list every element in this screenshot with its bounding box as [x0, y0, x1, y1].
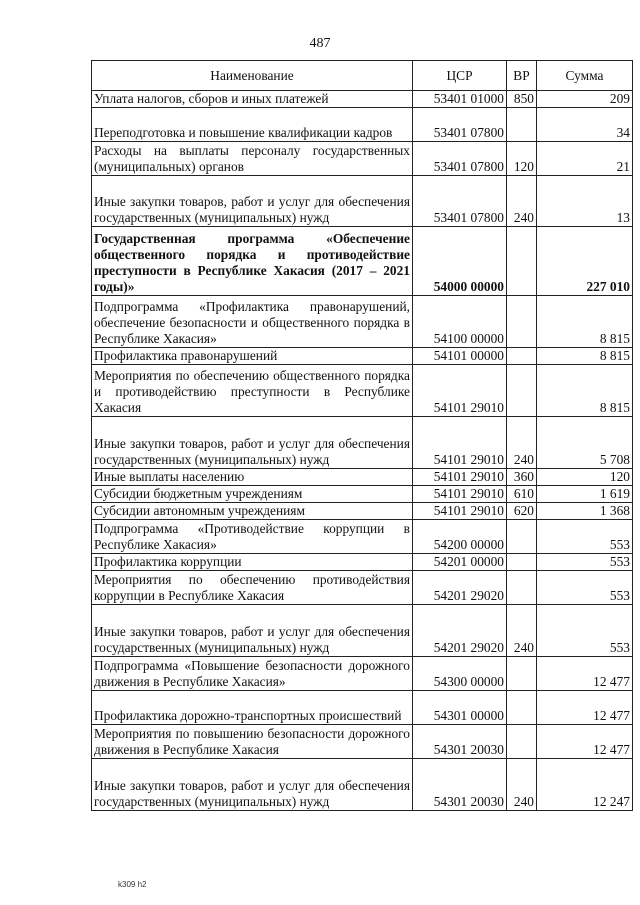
cell-vr: 120 — [507, 142, 537, 176]
cell-name: Иные закупки товаров, работ и услуг для обеспечения государственных (муниципальных) нужд — [92, 605, 413, 657]
table-row — [92, 91, 633, 108]
table-header-row — [92, 61, 633, 91]
cell-sum: 12 477 — [537, 691, 633, 725]
header-csr: ЦСР — [413, 61, 507, 91]
cell-csr: 53401 07800 — [413, 176, 507, 227]
cell-csr: 54201 29020 — [413, 571, 507, 605]
cell-csr: 54000 00000 — [413, 227, 507, 296]
cell-name: Профилактика правонарушений — [92, 348, 413, 365]
cell-csr: 54301 20030 — [413, 759, 507, 811]
cell-csr: 53401 07800 — [413, 142, 507, 176]
cell-name: Расходы на выплаты персоналу государственных (муниципальных) органов — [92, 142, 413, 176]
page-number: 487 — [309, 36, 331, 51]
table-row — [92, 108, 633, 142]
header-name: Наименование — [92, 61, 413, 91]
cell-vr: 620 — [507, 503, 537, 520]
table-row — [92, 725, 633, 759]
cell-vr: 240 — [507, 759, 537, 811]
cell-sum: 1 368 — [537, 503, 633, 520]
cell-vr — [507, 725, 537, 759]
table-row — [92, 605, 633, 657]
cell-name: Государственная программа «Обеспечение общественного порядка и противодействие преступности в Республике Хакасия (2017 – 2021 годы)» — [92, 227, 413, 296]
cell-vr — [507, 227, 537, 296]
cell-vr: 240 — [507, 605, 537, 657]
table-row — [92, 296, 633, 348]
cell-sum: 8 815 — [537, 296, 633, 348]
cell-csr: 54301 00000 — [413, 691, 507, 725]
cell-vr: 240 — [507, 417, 537, 469]
cell-csr: 54101 29010 — [413, 365, 507, 417]
cell-name: Мероприятия по обеспечению противодействия коррупции в Республике Хакасия — [92, 571, 413, 605]
cell-vr — [507, 520, 537, 554]
budget-table — [91, 60, 633, 811]
cell-csr: 54101 29010 — [413, 417, 507, 469]
cell-vr — [507, 108, 537, 142]
cell-sum: 12 247 — [537, 759, 633, 811]
cell-sum: 120 — [537, 469, 633, 486]
cell-sum: 8 815 — [537, 348, 633, 365]
cell-name: Мероприятия по повышению безопасности дорожного движения в Республике Хакасия — [92, 725, 413, 759]
cell-sum: 13 — [537, 176, 633, 227]
cell-sum: 553 — [537, 554, 633, 571]
cell-vr: 850 — [507, 91, 537, 108]
cell-name: Субсидии бюджетным учреждениям — [92, 486, 413, 503]
table-row — [92, 759, 633, 811]
table-row — [92, 657, 633, 691]
cell-csr: 54200 00000 — [413, 520, 507, 554]
cell-vr: 360 — [507, 469, 537, 486]
cell-name: Иные закупки товаров, работ и услуг для обеспечения государственных (муниципальных) нужд — [92, 759, 413, 811]
cell-sum: 209 — [537, 91, 633, 108]
cell-csr: 54101 29010 — [413, 503, 507, 520]
cell-name: Профилактика коррупции — [92, 554, 413, 571]
cell-sum: 553 — [537, 571, 633, 605]
cell-sum: 1 619 — [537, 486, 633, 503]
cell-csr: 53401 01000 — [413, 91, 507, 108]
cell-vr — [507, 348, 537, 365]
table-body — [92, 91, 633, 811]
table-row — [92, 142, 633, 176]
header-sum: Сумма — [537, 61, 633, 91]
cell-name: Переподготовка и повышение квалификации кадров — [92, 108, 413, 142]
cell-vr: 610 — [507, 486, 537, 503]
cell-csr: 54301 20030 — [413, 725, 507, 759]
table-row — [92, 486, 633, 503]
table-row — [92, 503, 633, 520]
cell-name: Профилактика дорожно-транспортных происшествий — [92, 691, 413, 725]
cell-sum: 553 — [537, 520, 633, 554]
cell-name: Подпрограмма «Противодействие коррупции в Республике Хакасия» — [92, 520, 413, 554]
footer-code: k309 h2 — [118, 880, 147, 889]
cell-csr: 54201 00000 — [413, 554, 507, 571]
table-row — [92, 365, 633, 417]
cell-csr: 54201 29020 — [413, 605, 507, 657]
table-row — [92, 227, 633, 296]
cell-name: Иные выплаты населению — [92, 469, 413, 486]
cell-sum: 12 477 — [537, 657, 633, 691]
cell-sum: 21 — [537, 142, 633, 176]
cell-name: Иные закупки товаров, работ и услуг для обеспечения государственных (муниципальных) нужд — [92, 176, 413, 227]
table-row — [92, 469, 633, 486]
cell-name: Уплата налогов, сборов и иных платежей — [92, 91, 413, 108]
cell-vr — [507, 571, 537, 605]
cell-csr: 54101 29010 — [413, 486, 507, 503]
table-row — [92, 417, 633, 469]
cell-sum: 5 708 — [537, 417, 633, 469]
cell-csr: 54300 00000 — [413, 657, 507, 691]
cell-vr — [507, 554, 537, 571]
cell-vr: 240 — [507, 176, 537, 227]
cell-sum: 12 477 — [537, 725, 633, 759]
cell-csr: 53401 07800 — [413, 108, 507, 142]
table-row — [92, 691, 633, 725]
cell-csr: 54101 00000 — [413, 348, 507, 365]
table-row — [92, 348, 633, 365]
cell-name: Подпрограмма «Профилактика правонарушений, обеспечение безопасности и общественного порядка в Республике Хакасия» — [92, 296, 413, 348]
cell-vr — [507, 296, 537, 348]
table-row — [92, 520, 633, 554]
cell-name: Подпрограмма «Повышение безопасности дорожного движения в Республике Хакасия» — [92, 657, 413, 691]
table-row — [92, 571, 633, 605]
header-vr: ВР — [507, 61, 537, 91]
table-row — [92, 554, 633, 571]
cell-sum: 34 — [537, 108, 633, 142]
cell-name: Субсидии автономным учреждениям — [92, 503, 413, 520]
cell-name: Мероприятия по обеспечению общественного порядка и противодействию преступности в Республике Хакасия — [92, 365, 413, 417]
cell-csr: 54100 00000 — [413, 296, 507, 348]
cell-sum: 227 010 — [537, 227, 633, 296]
cell-vr — [507, 691, 537, 725]
cell-vr — [507, 657, 537, 691]
cell-sum: 8 815 — [537, 365, 633, 417]
cell-csr: 54101 29010 — [413, 469, 507, 486]
cell-vr — [507, 365, 537, 417]
cell-sum: 553 — [537, 605, 633, 657]
cell-name: Иные закупки товаров, работ и услуг для обеспечения государственных (муниципальных) нужд — [92, 417, 413, 469]
table-row — [92, 176, 633, 227]
